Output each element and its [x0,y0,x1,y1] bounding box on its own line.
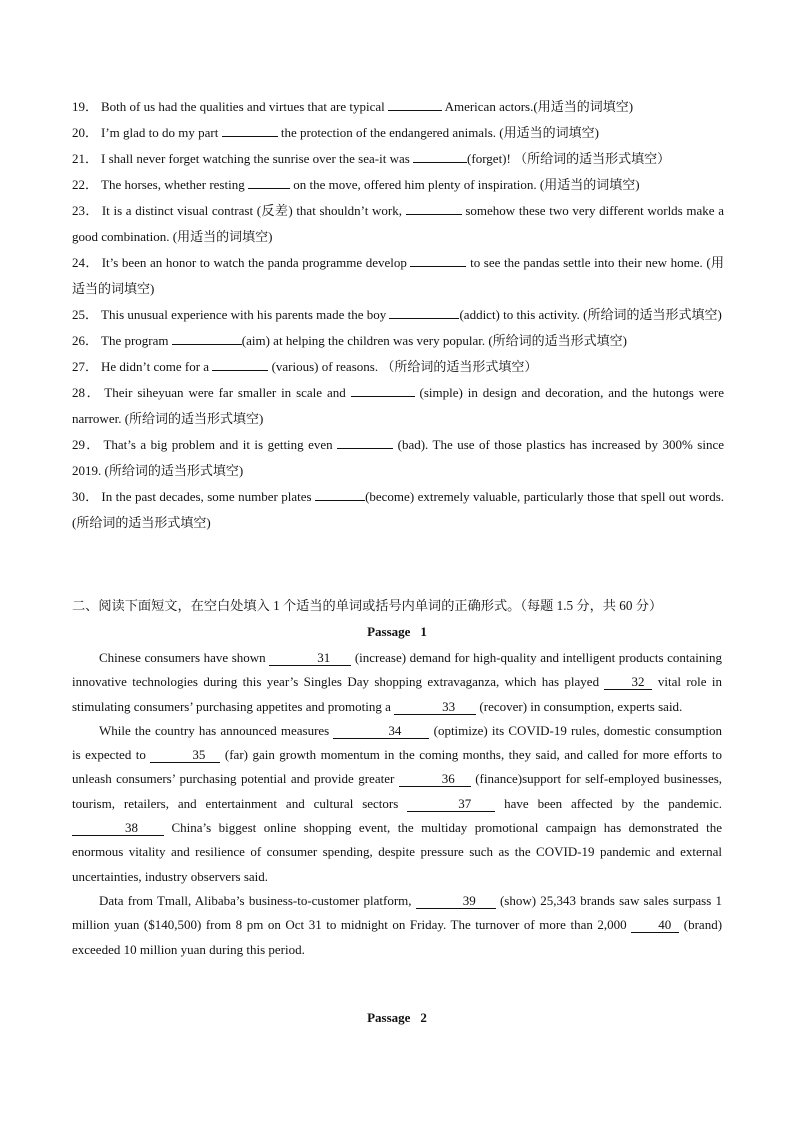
passage-number: 2 [420,1010,427,1025]
question-text: (forget)! （所给词的适当形式填空） [467,151,671,166]
answer-blank[interactable] [351,382,415,397]
passage-text: While the country has announced measures [99,722,330,738]
passage-label: Passage [367,1010,411,1025]
question-22 [72,172,724,198]
blank-31[interactable]: 31 [269,651,351,666]
passage-text: (brand) exceeded 10 million yuan during this period. [72,917,723,957]
question-text: (bad). The use of those plastics has increased by 300% since 2019. (所给词的适当形式填空) [72,437,724,478]
question-23 [72,198,724,250]
question-text: American actors.(用适当的词填空) [444,99,634,114]
answer-blank[interactable] [410,252,466,267]
passage-2-title [0,1008,794,1028]
blank-33[interactable]: 33 [394,700,476,715]
question-number: 25． [72,307,99,322]
question-number: 27． [72,359,99,374]
question-number: 23． [72,203,99,218]
question-text: It’s been an honor to watch the panda programme develop [101,255,407,270]
question-24 [72,250,724,302]
passage-text: vital role in stimulating consumers’ purchasing appetites and promoting a [72,674,723,714]
passage-text: China’s biggest online shopping event, the multiday promotional campaign has demonstrated the enormous vitality and resilience of consumer spending, despite pressure such as the COVID-19 pandemic and external uncertainties, industry observers said. [72,820,722,884]
blank-35[interactable]: 35 [150,748,220,763]
passage-text: (far) gain growth momentum in the coming months, they said, and called for more efforts to unleash consumers’ purchasing potential and provide greater [72,747,723,787]
passage-1-title [0,622,794,642]
question-text: It is a distinct visual contrast (反差) that shouldn’t work, [101,203,402,218]
question-text: Both of us had the qualities and virtues that are typical [101,99,385,114]
answer-blank[interactable] [222,122,278,137]
blank-39[interactable]: 39 [416,894,496,909]
question-text: (aim) at helping the children was very popular. (所给词的适当形式填空) [241,333,628,348]
question-text: That’s a big problem and it is getting even [103,437,333,452]
blank-38[interactable]: 38 [72,821,164,836]
answer-blank[interactable] [389,304,459,319]
passage-text: (finance)support for self-employed businesses, tourism, retailers, and entertainment and cultural sectors [72,771,723,811]
question-26 [72,328,724,354]
blank-34[interactable]: 34 [333,724,429,739]
question-20 [72,120,724,146]
question-text: (addict) to this activity. (所给词的适当形式填空) [459,307,722,322]
blank-40[interactable]: 40 [631,918,679,933]
paragraph [72,646,722,719]
passage-text: Chinese consumers have shown [99,650,266,665]
answer-blank[interactable] [406,200,462,215]
passage-number: 1 [420,624,427,639]
question-text: somehow these two very different worlds make a good combination. (用适当的词填空) [72,203,724,244]
answer-blank[interactable] [337,434,393,449]
question-list [72,94,724,536]
question-text: I’m glad to do my part [101,125,219,140]
passage-1-body [72,646,722,962]
answer-blank[interactable] [315,486,365,501]
answer-blank[interactable] [248,174,290,189]
question-text: I shall never forget watching the sunrise over the sea-it was [101,151,410,166]
blank-37[interactable]: 37 [407,797,495,812]
question-number: 21． [72,151,99,166]
passage-text: Data from Tmall, Alibaba’s business-to-customer platform, [99,892,412,908]
question-number: 29． [72,437,101,452]
question-text: The program [101,333,169,348]
answer-blank[interactable] [413,148,467,163]
question-28 [72,380,724,432]
question-19 [72,94,724,120]
question-text: on the move, offered him plenty of inspiration. (用适当的词填空) [293,177,640,192]
question-21 [72,146,724,172]
question-text: to see the pandas settle into their new home. (用适当的词填空) [72,255,725,296]
answer-blank[interactable] [212,356,268,371]
paragraph [72,719,722,889]
answer-blank[interactable] [172,330,242,345]
passage-label: Passage [367,624,411,639]
question-text: The horses, whether resting [101,177,245,192]
question-number: 19． [72,99,99,114]
question-27 [72,354,724,380]
passage-text: (show) 25,343 brands saw sales surpass 1 million yuan ($140,500) from 8 pm on Oct 31 to midnight on Friday. The turnover of more than 2,000 [72,892,723,933]
question-text: Their siheyuan were far smaller in scale and [104,385,346,400]
question-number: 24． [72,255,99,270]
question-number: 20． [72,125,99,140]
question-text: This unusual experience with his parents made the boy [101,307,387,322]
question-text: In the past decades, some number plates [101,489,312,504]
question-29 [72,432,724,484]
passage-text: (optimize) its COVID-19 rules, domestic consumption is expected to [72,722,723,763]
question-text: He didn’t come for a [101,359,210,374]
question-30 [72,484,724,536]
paragraph [72,889,722,962]
section-heading: 二、阅读下面短文，在空白处填入 1 个适当的单词或括号内单词的正确形式。（每题 1.5 分，共 60 分） [72,598,663,613]
question-number: 26． [72,333,99,348]
passage-text: (increase) demand for high-quality and intelligent products containing innovative technologies during this year’s Singles Day shopping extravaganza, which has played [72,650,723,690]
question-text: (various) of reasons. （所给词的适当形式填空） [271,359,538,374]
passage-text: (recover) in consumption, experts said. [479,698,683,714]
question-25 [72,302,724,328]
question-number: 28． [72,385,102,400]
question-text: the protection of the endangered animals. (用适当的词填空) [280,125,599,140]
question-number: 22． [72,177,99,192]
answer-blank[interactable] [388,96,442,111]
blank-36[interactable]: 36 [399,772,471,787]
question-text: (become) extremely valuable, particularly those that spell out words. (所给词的适当形式填空) [72,489,725,530]
passage-text: have been affected by the pandemic. [504,795,722,811]
blank-32[interactable]: 32 [604,675,652,690]
question-text: (simple) in design and decoration, and the hutongs were narrower. (所给词的适当形式填空) [72,385,725,426]
question-number: 30． [72,489,99,504]
